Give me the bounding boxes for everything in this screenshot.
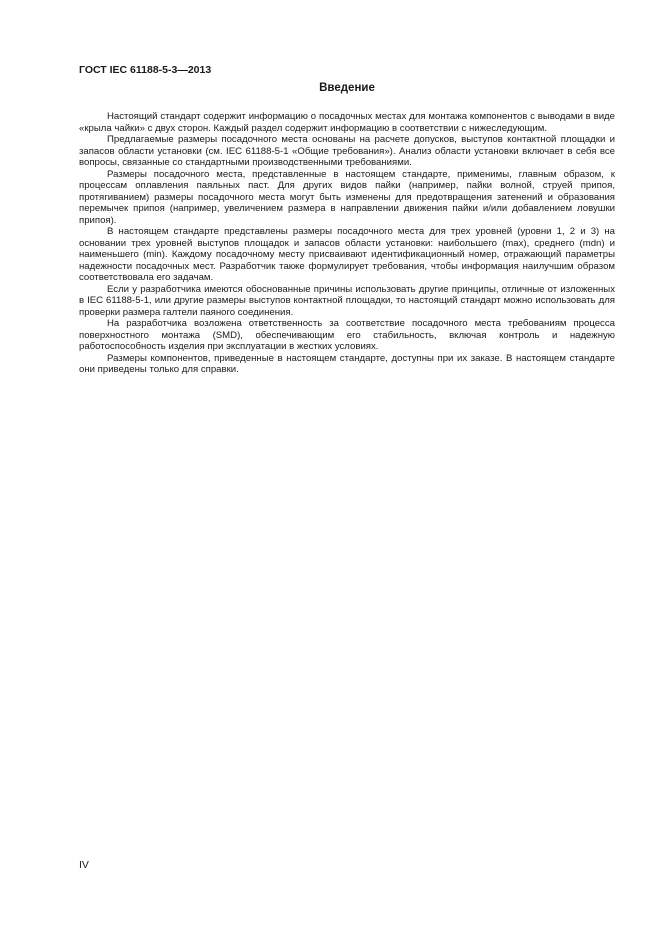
paragraph-4: В настоящем стандарте представлены размеры посадочного места для трех уровней (уровни 1, 2 и 3) на основании трех уровней выступов площадок и запасов области установки: наибольшего (max), среднего (mdn) и наименьшего (min). Каждому посадочному месту присваивают идентификационный номер, отражающий параметры надежности посадочных мест. Разработчик также формулирует требования, чтобы информация наилучшим образом соответствовала его задачам. [79,226,615,283]
paragraph-2: Предлагаемые размеры посадочного места основаны на расчете допусков, выступов контактной площадки и запасов области установки (см. IEC 61188-5-1 «Общие требования»). Анализ области установки включает в себя все вопросы, связанные со стандартными производственными требованиями. [79,134,615,168]
paragraph-5: Если у разработчика имеются обоснованные причины использовать другие принципы, отличные от изложенных в IEC 61188-5-1, или другие размеры выступов контактной площадки, то настоящий стандарт можно использовать для проверки размера галтели паяного соединения. [79,283,615,318]
paragraph-1: Настоящий стандарт содержит информацию о посадочных местах для монтажа компонентов с выводами в виде «крыла чайки» с двух сторон. Каждый раздел содержит информацию в соответствии с нижеследующим. [79,111,615,134]
standard-code: ГОСТ IEC 61188-5-3—2013 [79,64,212,76]
paragraph-6: На разработчика возложена ответственность за соответствие посадочного места требованиям процесса поверхностного монтажа (SMD), обеспечивающим его стабильность, включая контроль и надежную работоспособность изделия при эксплуатации в жестких условиях. [79,318,615,352]
body-text [79,111,615,376]
section-title: Введение [319,82,375,94]
paragraph-3: Размеры посадочного места, представленные в настоящем стандарте, применимы, главным образом, к процессам оплавления паяльных паст. Для других видов пайки (например, пайки волной, струей припоя, протягиванием) размеры посадочного места могут быть изменены для предотвращения затенений и образования перемычек припоя (например, увеличением размера в направлении движения пайки и/или добавлением ловушки припоя). [79,168,615,226]
page-number: IV [79,859,89,871]
paragraph-7: Размеры компонентов, приведенные в настоящем стандарте, доступны при их заказе. В настоящем стандарте они приведены только для справки. [79,352,615,375]
